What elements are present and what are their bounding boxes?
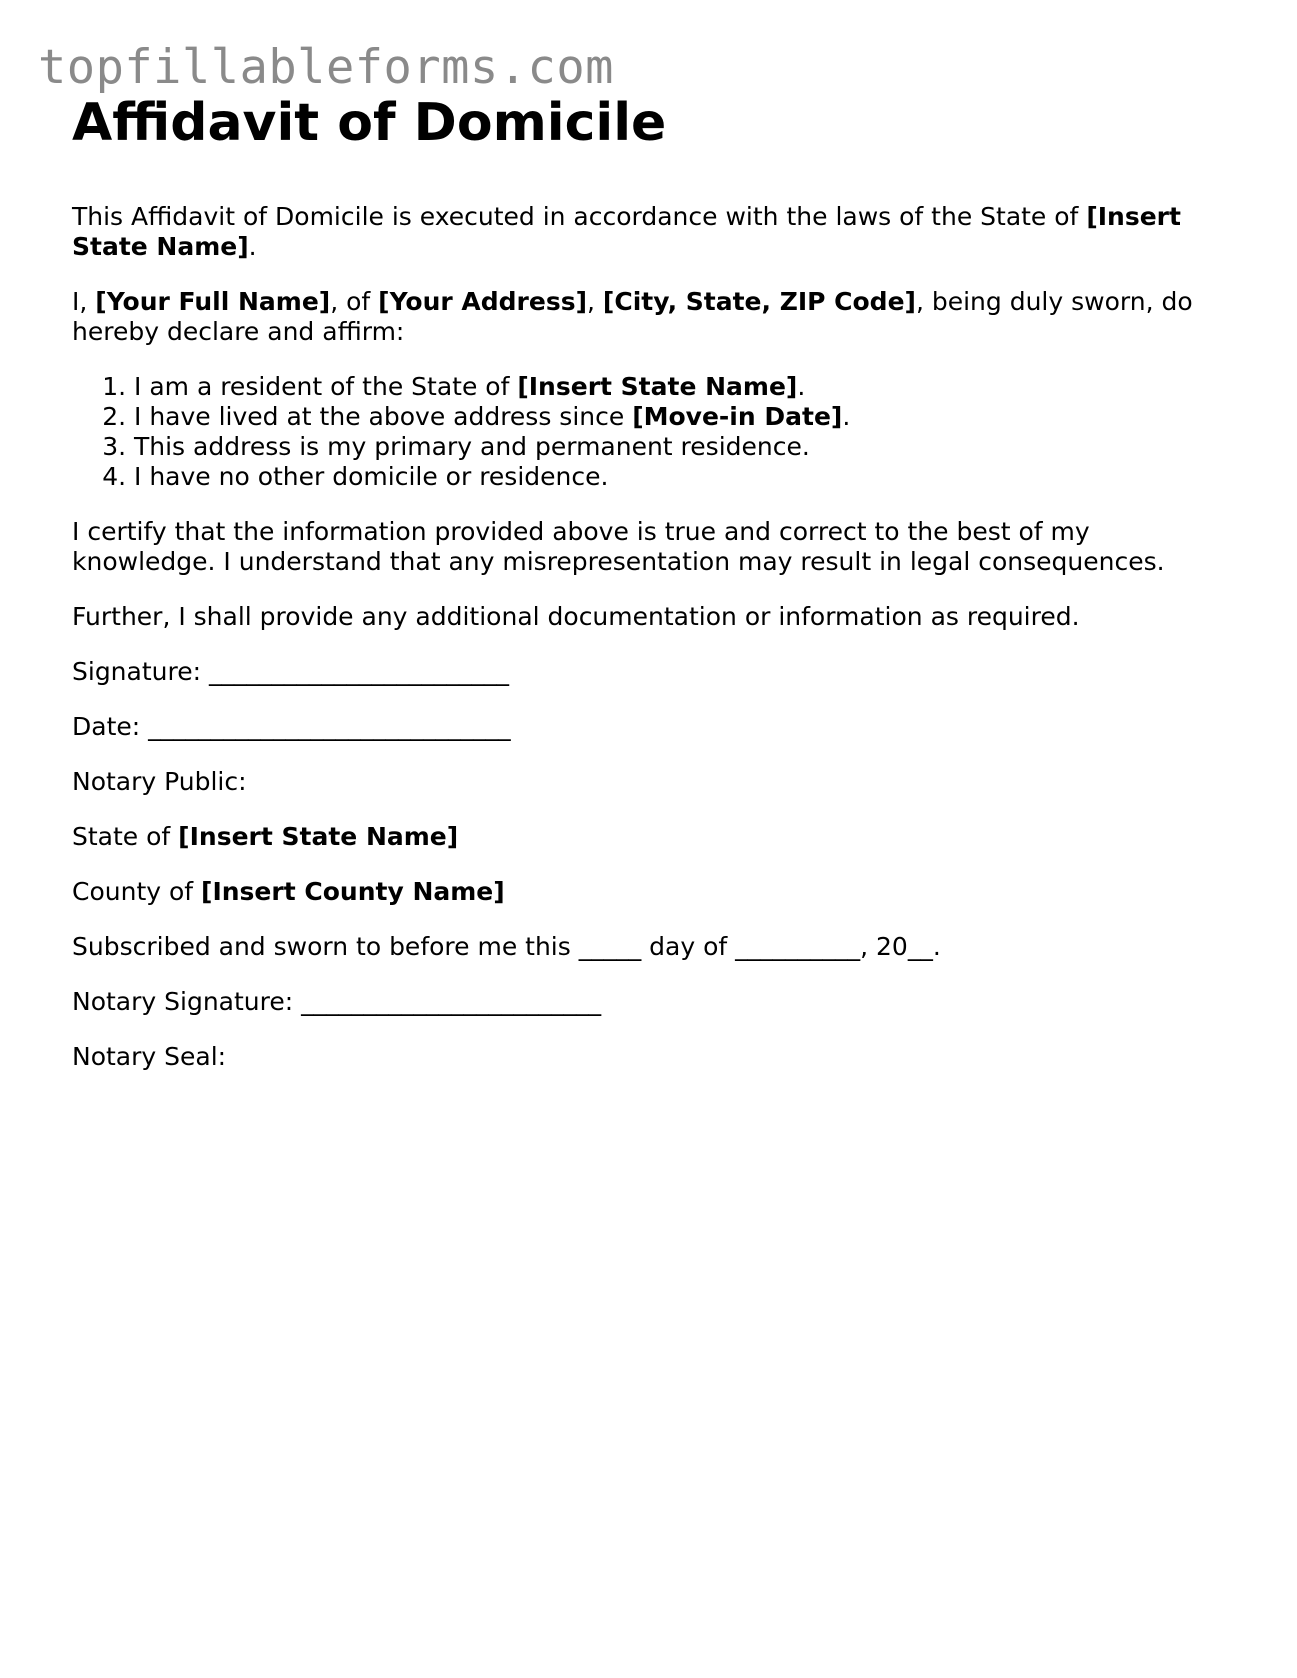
notary-seal-label: Notary Seal:	[72, 1042, 227, 1071]
watermark-logo: topfillableforms.com	[38, 40, 614, 95]
subscribed-sworn-line[interactable]: Subscribed and sworn to before me this _____ day of __________, 20__.	[72, 932, 941, 961]
certification-paragraph: I certify that the information provided above is true and correct to the best of my knowledge. I understand that any misrepresentation may result in legal consequences.	[72, 517, 1165, 576]
intro-paragraph: This Affidavit of Domicile is executed in accordance with the laws of the State of [Insert State Name].	[72, 202, 1181, 261]
list-item: 4. I have no other domicile or residence.	[134, 462, 1232, 492]
list-item: 1. I am a resident of the State of [Insert State Name].	[134, 372, 1232, 402]
address-placeholder: [Your Address]	[378, 287, 588, 316]
further-paragraph: Further, I shall provide any additional documentation or information as required.	[72, 602, 1080, 631]
city-state-zip-placeholder: [City, State, ZIP Code]	[602, 287, 916, 316]
date-field[interactable]: Date: _____________________________	[72, 712, 511, 741]
declaration-paragraph: I, [Your Full Name], of [Your Address], [City, State, ZIP Code], being duly sworn, do hereby declare and affirm:	[72, 287, 1193, 346]
notary-signature-field[interactable]: Notary Signature: ________________________	[72, 987, 602, 1016]
list-item: 2. I have lived at the above address since [Move-in Date].	[134, 402, 1232, 432]
notary-state-placeholder: [Insert State Name]	[178, 822, 459, 851]
document-page	[72, 88, 1232, 1097]
statements-list	[72, 372, 1232, 492]
notary-county-placeholder: [Insert County Name]	[201, 877, 505, 906]
notary-state-line: State of [Insert State Name]	[72, 822, 459, 851]
state-placeholder: [Insert State Name]	[72, 202, 1181, 261]
full-name-placeholder: [Your Full Name]	[95, 287, 331, 316]
signature-field[interactable]: Signature: ________________________	[72, 657, 509, 686]
notary-county-line: County of [Insert County Name]	[72, 877, 505, 906]
notary-public-label: Notary Public:	[72, 767, 247, 796]
list-item: 3. This address is my primary and permanent residence.	[134, 432, 1232, 462]
document-title: Affidavit of Domicile	[72, 93, 667, 153]
